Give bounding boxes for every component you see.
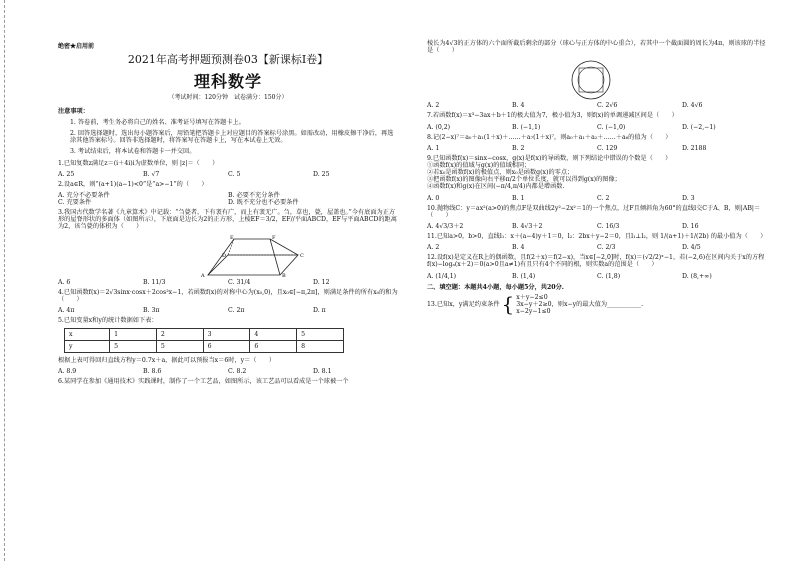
- question-6-continued: 棱长为4√3的正方体的六个面所截后剩余的部分（球心与正方体的中心重合），若其中一个截面圆的周长为4π，则该球的半径是（ ）: [427, 40, 766, 55]
- exam-meta: （考试时间：120分钟 试卷满分：150分）: [168, 94, 288, 102]
- question-2: 2.设a∈R，则“(a+1)(a−1)<0”是“a>−1”的（ ）: [58, 180, 208, 188]
- table-cell: x: [65, 329, 110, 341]
- constraint: x−2y−1≤0: [516, 308, 551, 315]
- option[interactable]: D. 16: [682, 222, 699, 230]
- question-12-options: [427, 273, 767, 280]
- table-cell: 5: [156, 341, 203, 353]
- option[interactable]: B. 4: [512, 102, 525, 110]
- table-cell: 5: [110, 341, 157, 353]
- option[interactable]: C. 2π: [228, 306, 245, 314]
- left-column: [58, 40, 398, 390]
- question-6-options: [427, 102, 767, 109]
- question-8-options: [427, 145, 767, 152]
- exam-title: 2021年高考押题预测卷03【新课标Ⅰ卷】: [127, 53, 329, 66]
- option[interactable]: B. 4√3＋2: [512, 222, 543, 230]
- option[interactable]: B. 必要不充分条件: [228, 191, 280, 199]
- question-13-stem: 13.已知x，y满足约束条件: [427, 300, 500, 308]
- option[interactable]: A. 8.9: [58, 368, 77, 376]
- question-12: 12.设f(x)是定义在R上的偶函数，且f(2＋x)＝f(2−x)，当x∈[−2,0]时，f(x)＝(√2/2)ˣ−1，若(−2,6)在区间内关于x的方程f(x)−logₐ(x＋2)＝0(a>0且a≠1)有且只有4个不同的根，则实数a的范围是（ ）: [427, 254, 765, 269]
- note-item: 3. 考试结束后，将本试卷和答题卡一并交回。: [70, 148, 196, 156]
- right-column: [427, 40, 767, 319]
- option[interactable]: C. 31/4: [228, 278, 251, 286]
- option[interactable]: B. 3π: [143, 306, 160, 314]
- option[interactable]: D. 8.1: [313, 368, 332, 376]
- option[interactable]: A. (1/4,1): [427, 272, 457, 280]
- option[interactable]: B. 4: [512, 244, 525, 252]
- question-3-options: [58, 279, 398, 286]
- table-row: [65, 329, 344, 341]
- option[interactable]: A. 2: [427, 102, 440, 110]
- note-item: 1. 答卷前，考生务必将自己的姓名、准考证号填写在答题卡上。: [70, 119, 245, 127]
- question-10-options: [427, 223, 767, 230]
- question-1: 1.已知复数z满足z＝(i＋4i)i为虚数单位，则 |z|＝（ ）: [58, 159, 219, 167]
- question-8: 8.记(2−x)⁷＝a₀＋a₁(1＋x)＋……＋a₇(1＋x)⁷，则a₀＋a₁＋a₂＋……＋a₆的值为（ ）: [427, 133, 672, 141]
- option[interactable]: D. π: [313, 306, 326, 314]
- option[interactable]: A. 4√3/3＋2: [427, 222, 464, 230]
- option[interactable]: B. 1: [512, 194, 525, 202]
- brace-icon: {: [501, 292, 515, 317]
- question-11-options: [427, 244, 767, 251]
- table-cell: 3: [203, 329, 250, 341]
- question-4: 4.已知函数f(x)＝2√3sinx·cosx＋2cos²x−1，若函数f(x)的对称中心为(x₀,0)，且x₀∈[−π,2π]，则满足条件的所有x₀的和为（ ）: [58, 288, 398, 303]
- option[interactable]: C. 2/3: [597, 244, 616, 252]
- section-heading: 二、填空题：本题共4小题，每小题5分，共20分.: [427, 283, 564, 291]
- question-9: 9.已知函数f(x)＝sinx−cosx，g(x)是f(x)的导函数，则下列结论中错误的个数是（ ） ①函数f(x)的值域与g(x)的值域相同； ②若x₀是函数f(x)的极值点，则x₀是函数g(x)的零点； ③把函数f(x)的图像向右平移π/2个单位长度，就可以得到g(x)的图像； ④函数f(x)和g(x)在区间(−π/4,π/4)内都是增函数.: [427, 154, 672, 191]
- option[interactable]: D. 既不充分也不必要条件: [228, 199, 299, 207]
- question-1-options: [58, 171, 398, 178]
- question-5: 5.已知变量x和y的统计数据如下表：: [58, 317, 158, 325]
- svg-text:F: F: [272, 234, 276, 241]
- svg-text:C: C: [300, 252, 304, 259]
- option[interactable]: D. 2188: [682, 144, 707, 152]
- option[interactable]: A. 2: [427, 244, 440, 252]
- question-5-options: [58, 368, 398, 375]
- svg-text:A: A: [201, 272, 205, 279]
- polyhedron-figure: [198, 235, 318, 279]
- question-4-options: [58, 307, 398, 314]
- option[interactable]: D. 12: [313, 278, 330, 286]
- option[interactable]: C. 16/3: [597, 222, 620, 230]
- sphere-figure: [567, 58, 615, 102]
- table-row: [65, 341, 344, 353]
- option[interactable]: D. (8,+∞): [682, 272, 712, 280]
- option[interactable]: B. (1,4): [512, 272, 536, 280]
- option[interactable]: C. 2: [597, 194, 610, 202]
- option[interactable]: D. 25: [313, 170, 330, 178]
- note-item: 2. 回答选择题时，选出每小题答案后，用铅笔把答题卡上对应题目的答案标号涂黑。如需改动，用橡皮擦干净后，再选涂其他答案标号。回答非选择题时，将答案写在答题卡上，写在本试卷上无效。: [70, 130, 394, 145]
- option[interactable]: B. 11/3: [143, 278, 166, 286]
- option[interactable]: D. (−2,−1): [682, 123, 716, 131]
- binding-margin: [0, 0, 10, 561]
- svg-text:D: D: [222, 252, 227, 259]
- option[interactable]: C. 8.2: [228, 368, 247, 376]
- option[interactable]: C. 5: [228, 170, 241, 178]
- question-13: [427, 294, 767, 315]
- question-7-options: [427, 124, 767, 131]
- question-11: 11.已知a>0，b>0，直线l₁：x＋(a−4)y＋1＝0，l₂：2bx＋y−2＝0，且l₁⊥l₂，则 1/(a+1)＋1/(2b) 的最小值为（ ）: [427, 233, 767, 240]
- constraint: 3x−y＋2≥0: [516, 300, 552, 308]
- option[interactable]: C. (−1,0): [597, 123, 626, 131]
- option[interactable]: D. 4/5: [682, 244, 701, 252]
- option[interactable]: B. 8.6: [143, 368, 162, 376]
- secret-label: 绝密★启用前: [58, 43, 95, 50]
- constraint: x＋y−2≤0: [516, 293, 548, 301]
- svg-text:E: E: [230, 234, 234, 241]
- option[interactable]: D. 4√6: [682, 102, 703, 110]
- option[interactable]: A. 4π: [58, 306, 75, 314]
- option[interactable]: D. 3: [682, 194, 695, 202]
- option[interactable]: A. 25: [58, 170, 75, 178]
- question-2-options: [58, 192, 398, 206]
- option[interactable]: B. √7: [143, 170, 160, 178]
- question-6-start: 6.某同学在参加《通用技术》实践课时，制作了一个工艺品，如图所示，该工艺品可以看成是一个球被一个: [58, 378, 349, 386]
- table-cell: 6: [203, 341, 250, 353]
- option[interactable]: B. 2: [512, 144, 525, 152]
- table-cell: 8: [297, 341, 344, 353]
- table-cell: y: [65, 341, 110, 353]
- question-3: 3.我国古代数学名著《九章算术》中记载：“刍甍者，下有袤有广，而上有袤无广。刍，草也，甍，屋盖也。”今有底面为正方形的屋脊形状的多面体（如图所示），下底面是边长为2的正方形，上棱EF＝3/2，EF//平面ABCD，EF与平面ABCD的距离为2，该刍甍的体积为（ ）: [58, 209, 397, 231]
- option[interactable]: A. 充分不必要条件: [58, 191, 110, 199]
- option[interactable]: C. 129: [597, 144, 618, 152]
- svg-text:B: B: [282, 272, 286, 279]
- subject-title: 理科数学: [193, 71, 262, 91]
- table-cell: 4: [250, 329, 297, 341]
- question-13-tail: ，则x−y的最大值为___________.: [551, 300, 644, 308]
- option[interactable]: C. 2√6: [597, 102, 618, 110]
- constraint-list: [516, 294, 551, 315]
- option[interactable]: A. 1: [427, 144, 440, 152]
- table-cell: 6: [250, 341, 297, 353]
- option[interactable]: B. (−1,1): [512, 123, 541, 131]
- table-cell: 5: [297, 329, 344, 341]
- notes-heading: 注意事项：: [58, 107, 89, 115]
- option[interactable]: A. (0,2): [427, 123, 451, 131]
- option[interactable]: C. 充要条件: [58, 199, 92, 207]
- question-10: 10.抛物线C：y＝ax²(a>0)的焦点F是双曲线2y²−2x²＝1的一个焦点，过F且倾斜角为60°的直线l交C于A、B，则|AB|＝（ ）: [427, 204, 761, 219]
- option[interactable]: C. (1,8): [597, 272, 621, 280]
- table-cell: 2: [156, 329, 203, 341]
- question-5-tail: 根据上表可得回归直线方程y＝0.7x＋a，据此可以预报当x＝6时，y＝（ ）: [58, 357, 276, 365]
- question-9-options: [427, 195, 767, 202]
- data-table: [64, 328, 344, 353]
- option[interactable]: A. 6: [58, 278, 71, 286]
- table-cell: 1: [110, 329, 157, 341]
- question-7: 7.若函数f(x)＝x³−3ax＋b＋1的极大值为7，极小值为3，则f(x)的单调递减区间是（ ）: [427, 112, 678, 120]
- option[interactable]: A. 0: [427, 194, 440, 202]
